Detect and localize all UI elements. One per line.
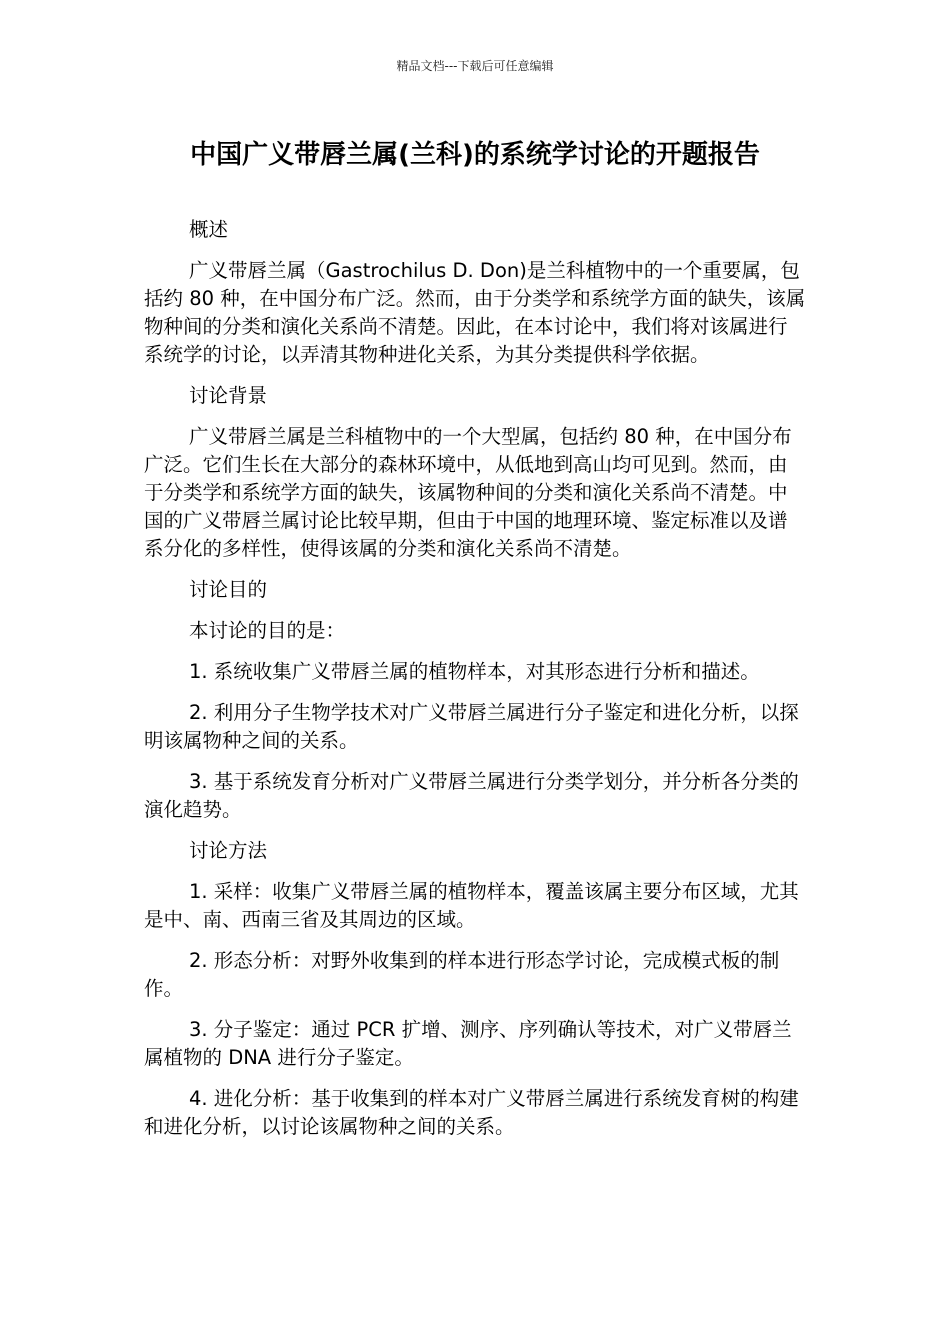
section-heading-background: 讨论背景 — [189, 384, 268, 407]
section-heading-overview: 概述 — [189, 218, 229, 241]
list-item-purpose-2: 2. 利用分子生物学技术对广义带唇兰属进行分子鉴定和进化分析，以探明该属物种之间的关系。 — [144, 701, 799, 752]
document-body — [144, 216, 806, 1154]
page-header: 精品文档---下载后可任意编辑 — [396, 59, 554, 73]
paragraph-background: 广义带唇兰属是兰科植物中的一个大型属，包括约 80 种，在中国分布广泛。它们生长在大部分的森林环境中，从低地到高山均可见到。然而，由于分类学和系统学方面的缺失，该属物种间的分类和演化关系尚不清楚。中国的广义带唇兰属讨论比较早期，但由于中国的地理环境、鉴定标准以及谱系分化的多样性，使得该属的分类和演化关系尚不清楚。 — [144, 425, 792, 560]
section-heading-purpose: 讨论目的 — [189, 578, 268, 601]
list-item-method-1: 1. 采样：收集广义带唇兰属的植物样本，覆盖该属主要分布区域，尤其是中、南、西南三省及其周边的区域。 — [144, 880, 799, 931]
list-item-purpose-3: 3. 基于系统发育分析对广义带唇兰属进行分类学划分，并分析各分类的演化趋势。 — [144, 770, 799, 821]
list-item-method-2: 2. 形态分析：对野外收集到的样本进行形态学讨论，完成模式板的制作。 — [144, 949, 780, 1000]
list-item-purpose-1: 1. 系统收集广义带唇兰属的植物样本，对其形态进行分析和描述。 — [189, 660, 760, 683]
paragraph-overview: 广义带唇兰属（Gastrochilus D. Don)是兰科植物中的一个重要属，包括约 80 种，在中国分布广泛。然而，由于分类学和系统学方面的缺失，该属物种间的分类和演化关系尚不清楚。因此，在本讨论中，我们将对该属进行系统学的讨论，以弄清其物种进化关系，为其分类提供科学依据。 — [144, 259, 806, 366]
document-title: 中国广义带唇兰属(兰科)的系统学讨论的开题报告 — [190, 140, 760, 170]
list-item-method-3: 3. 分子鉴定：通过 PCR 扩增、测序、序列确认等技术，对广义带唇兰属植物的 DNA 进行分子鉴定。 — [144, 1018, 792, 1069]
list-item-method-4: 4. 进化分析：基于收集到的样本对广义带唇兰属进行系统发育树的构建和进化分析，以讨论该属物种之间的关系。 — [144, 1087, 799, 1138]
section-heading-methods: 讨论方法 — [189, 839, 268, 862]
paragraph-purpose-intro: 本讨论的目的是： — [189, 619, 346, 642]
